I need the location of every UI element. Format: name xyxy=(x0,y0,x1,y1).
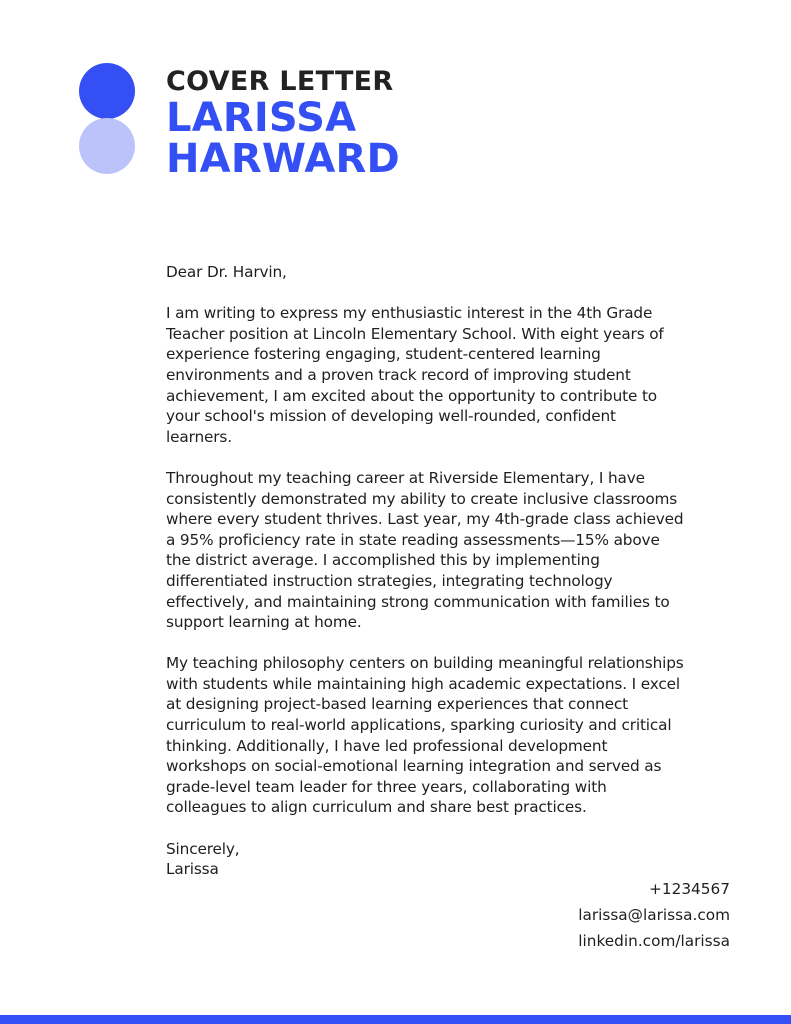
footer-accent-bar xyxy=(0,1015,791,1024)
paragraph-intro: I am writing to express my enthusiastic interest in the 4th Grade Teacher position at Lincoln Elementary School. With eight years of experience fostering engaging, student-centered learning environments and a proven track record of improving student achievement, I am excited about the opportunity to contribute to your school's mission of developing well-rounded, confident learners. xyxy=(166,304,664,446)
applicant-name xyxy=(166,95,400,182)
document-type-heading: COVER LETTER xyxy=(166,66,394,97)
letter-body xyxy=(166,262,686,880)
applicant-first-name: LARISSA xyxy=(166,95,357,141)
paragraph-experience: Throughout my teaching career at Riverside Elementary, I have consistently demonstrated my ability to create inclusive classrooms where every student thrives. Last year, my 4th-grade class achieved a 95% proficiency rate in state reading assessments—15% above the district average. I accomplished this by implementing differentiated instruction strategies, integrating technology effectively, and maintaining strong communication with families to support learning at home. xyxy=(166,468,684,632)
logo-circle-light xyxy=(79,118,135,174)
contact-email: larissa@larissa.com xyxy=(578,906,730,924)
logo-circle-dark xyxy=(79,63,135,119)
contact-info xyxy=(578,876,730,954)
salutation: Dear Dr. Harvin, xyxy=(166,263,287,281)
contact-phone: +1234567 xyxy=(649,880,730,898)
paragraph-philosophy: My teaching philosophy centers on building meaningful relationships with students while maintaining high academic expectations. I excel at designing project-based learning experiences that connect curriculum to real-world applications, sparking curiosity and critical thinking. Additionally, I have led professional development workshops on social-emotional learning integration and served as grade-level team leader for three years, collaborating with colleagues to align curriculum and share best practices. xyxy=(166,654,684,817)
signature: Larissa xyxy=(166,860,219,879)
closing: Sincerely, xyxy=(166,839,240,858)
closing-block xyxy=(166,839,686,880)
contact-linkedin: linkedin.com/larissa xyxy=(578,932,730,950)
applicant-last-name: HARWARD xyxy=(166,136,400,182)
